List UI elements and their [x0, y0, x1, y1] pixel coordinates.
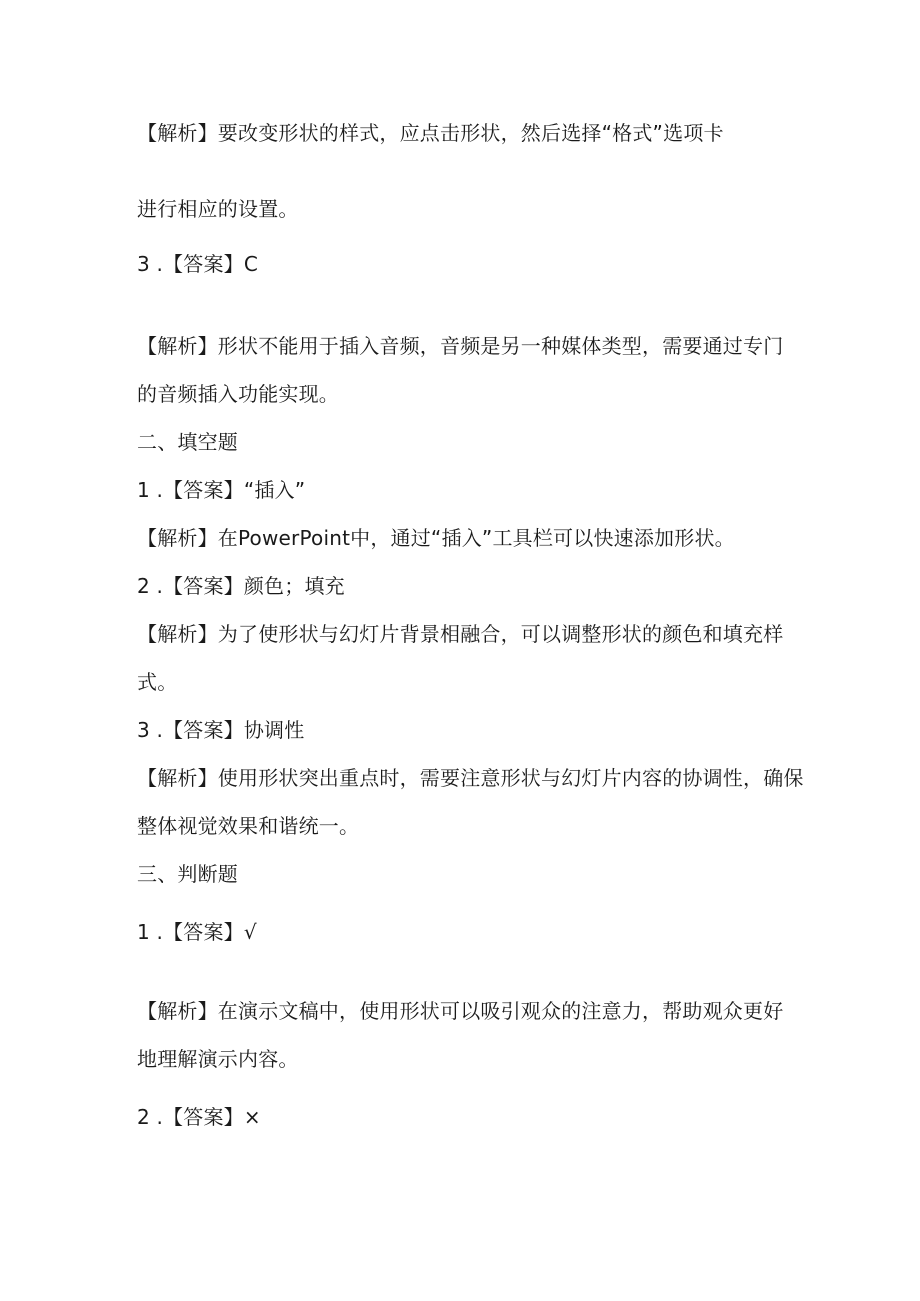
- answer-line: 2 .【答案】颜色；填充: [137, 574, 345, 598]
- explanation-line: 地理解演示内容。: [137, 1047, 299, 1071]
- explanation-line: 整体视觉效果和谐统一。: [137, 814, 360, 838]
- explanation-line: 【解析】形状不能用于插入音频，音频是另一种媒体类型，需要通过专门: [137, 334, 784, 358]
- answer-line: 1 .【答案】“插入”: [137, 478, 306, 502]
- explanation-line: 式。: [137, 670, 178, 694]
- answer-line: 2 .【答案】×: [137, 1105, 261, 1129]
- section-heading: 三、判断题: [137, 862, 238, 886]
- answer-line: 1 .【答案】√: [137, 920, 257, 944]
- answer-line: 3 .【答案】C: [137, 252, 259, 276]
- explanation-line: 的音频插入功能实现。: [137, 382, 339, 406]
- section-heading: 二、填空题: [137, 430, 238, 454]
- answer-line: 3 .【答案】协调性: [137, 718, 305, 742]
- explanation-line: 【解析】在PowerPoint中，通过“插入”工具栏可以快速添加形状。: [137, 526, 735, 550]
- explanation-line: 【解析】要改变形状的样式，应点击形状，然后选择“格式”选项卡: [137, 121, 724, 145]
- explanation-line: 进行相应的设置。: [137, 197, 299, 221]
- explanation-line: 【解析】为了使形状与幻灯片背景相融合，可以调整形状的颜色和填充样: [137, 622, 784, 646]
- explanation-line: 【解析】在演示文稿中，使用形状可以吸引观众的注意力，帮助观众更好: [137, 999, 784, 1023]
- explanation-line: 【解析】使用形状突出重点时，需要注意形状与幻灯片内容的协调性，确保: [137, 766, 804, 790]
